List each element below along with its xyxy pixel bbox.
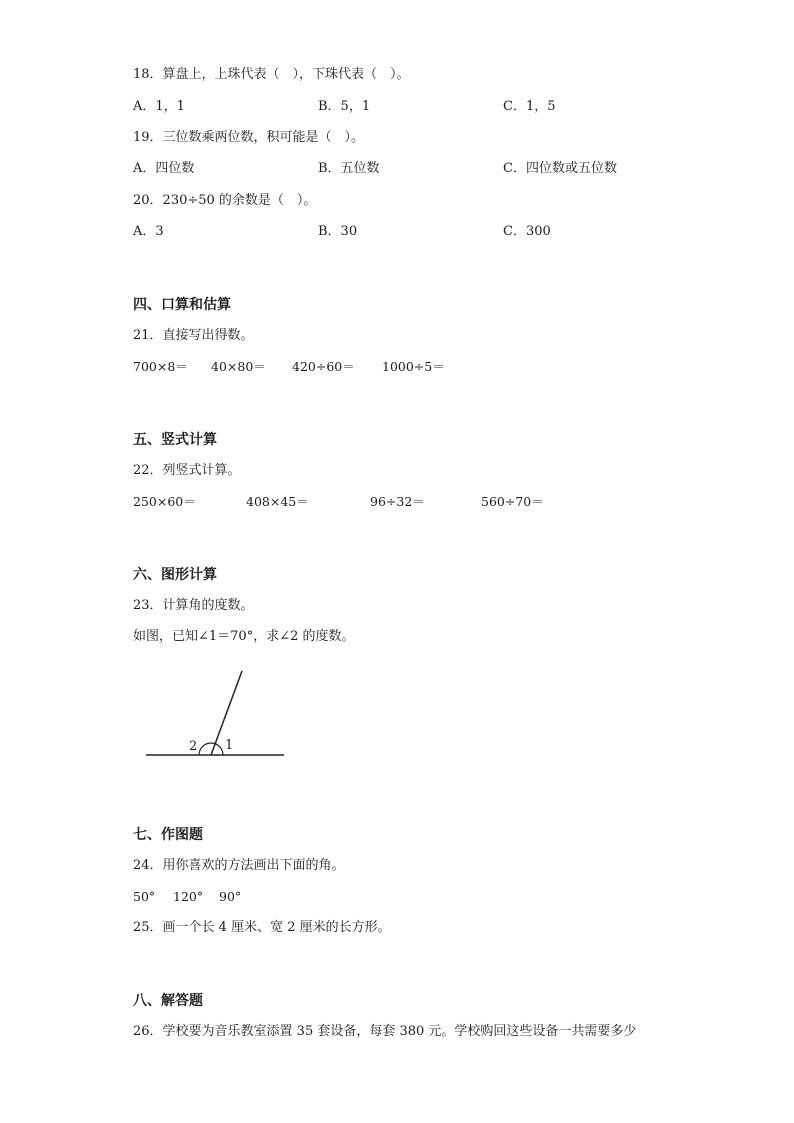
q22-expr-2: 408×45＝ — [246, 494, 309, 509]
q21-expr-1: 700×8＝ — [133, 359, 188, 374]
angle-figure — [140, 664, 290, 764]
section-6-title: 六、图形计算 — [133, 567, 217, 583]
q24-angle-2: 120° — [173, 889, 204, 904]
section-4-title: 四、口算和估算 — [133, 297, 231, 313]
q21-expr-3: 420÷60＝ — [292, 359, 355, 374]
question-23-description: 如图，已知∠1＝70°，求∠2 的度数。 — [133, 629, 355, 644]
q19-option-c: C．四位数或五位数 — [503, 161, 617, 176]
question-26: 26．学校要为音乐教室添置 35 套设备，每套 380 元。学校购回这些设备一共需要多少 — [133, 1024, 637, 1039]
question-21: 21．直接写出得数。 — [133, 328, 254, 343]
q21-expr-4: 1000÷5＝ — [382, 359, 445, 374]
q19-option-b: B．五位数 — [318, 161, 380, 176]
q20-option-b: B．30 — [318, 224, 358, 239]
q18-option-c: C．1，5 — [503, 99, 556, 114]
angle-1-label: 1 — [225, 738, 234, 753]
q22-expr-4: 560÷70＝ — [481, 494, 544, 509]
section-7-title: 七、作图题 — [133, 827, 203, 843]
question-25: 25．画一个长 4 厘米、宽 2 厘米的长方形。 — [133, 920, 391, 935]
question-20: 20．230÷50 的余数是（ ）。 — [133, 193, 317, 208]
section-5-title: 五、竖式计算 — [133, 432, 217, 448]
q19-option-a: A．四位数 — [133, 161, 195, 176]
question-19: 19．三位数乘两位数，积可能是（ ）。 — [133, 130, 365, 145]
q21-expr-2: 40×80＝ — [211, 359, 266, 374]
question-23: 23．计算角的度数。 — [133, 598, 254, 613]
q18-option-b: B．5，1 — [318, 99, 371, 114]
question-18: 18．算盘上，上珠代表（ ），下珠代表（ ）。 — [133, 67, 410, 82]
q24-angle-1: 50° — [133, 889, 156, 904]
q24-angle-3: 90° — [219, 889, 242, 904]
q22-expr-1: 250×60＝ — [133, 494, 196, 509]
q20-option-c: C．300 — [503, 224, 551, 239]
angle-2-label: 2 — [189, 739, 198, 754]
section-8-title: 八、解答题 — [133, 993, 203, 1009]
question-24: 24．用你喜欢的方法画出下面的角。 — [133, 858, 345, 873]
question-22: 22．列竖式计算。 — [133, 463, 241, 478]
q20-option-a: A．3 — [133, 224, 164, 239]
q22-expr-3: 96÷32＝ — [370, 494, 425, 509]
q18-option-a: A．1，1 — [133, 99, 185, 114]
